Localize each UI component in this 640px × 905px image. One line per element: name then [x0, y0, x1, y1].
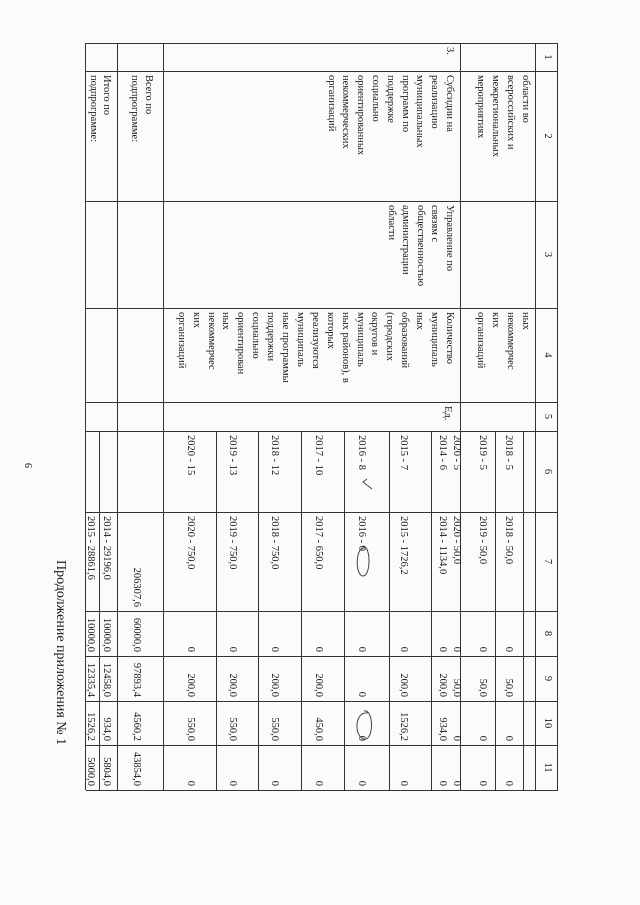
- r2-indicator: социально: [250, 312, 262, 359]
- header-col-11: 11: [542, 762, 553, 773]
- r2-c8: 0: [269, 646, 280, 652]
- r1-c11: 0: [503, 780, 514, 786]
- r1-c8: 0: [451, 646, 462, 652]
- hand-circle-icon: [352, 705, 376, 743]
- h-rule: [258, 431, 259, 790]
- r2-c10: 550,0: [227, 717, 238, 741]
- header-col-7: 7: [542, 558, 553, 565]
- r2-c9: 200,0: [185, 673, 196, 697]
- r3-c7: 206307,6: [131, 567, 142, 607]
- r2-indicator: ких: [190, 312, 202, 328]
- r2-executor: Управление по: [444, 205, 455, 272]
- r2-executor: связям с: [429, 205, 441, 243]
- r3-c10: 4560,2: [131, 712, 142, 741]
- r2-c9: 200,0: [227, 673, 238, 697]
- r2-c9: 200,0: [269, 673, 280, 697]
- r2-indicator: ных: [220, 312, 232, 330]
- r2-c11: 0: [185, 780, 196, 786]
- r3-label: Всего по: [143, 75, 154, 115]
- r1-c8: 0: [503, 646, 514, 652]
- v-rule: [86, 512, 558, 513]
- r2-c11: 0: [398, 780, 409, 786]
- r2-c9: 0: [356, 691, 367, 697]
- r4-label: подпрограмме:: [88, 75, 99, 143]
- r4-c11: 5000,0: [85, 757, 96, 786]
- r2-c6: 2019 - 13: [227, 435, 238, 476]
- r2-c9: 200,0: [313, 673, 324, 697]
- r2-c11: 0: [269, 780, 280, 786]
- r1-description: всероссийских и: [505, 75, 516, 150]
- header-col-6: 6: [542, 468, 553, 475]
- r2-executor: общественностью: [415, 205, 426, 287]
- r2-c8: 0: [227, 646, 238, 652]
- r4-c8: 10000,0: [101, 617, 112, 652]
- v-rule: [86, 201, 558, 202]
- r2-c6: 2015 - 7: [398, 435, 409, 470]
- r2-indicator: муниципаль: [354, 312, 366, 367]
- r2-c6: 2018 - 12: [269, 435, 280, 476]
- r2-indicator: организаций: [175, 312, 187, 369]
- v-rule: [86, 43, 558, 44]
- h-rule: [495, 431, 496, 790]
- r1-c9: 50,0: [451, 678, 462, 697]
- r2-indicator: муниципаль: [429, 312, 441, 367]
- h-rule: [535, 43, 536, 790]
- r2-c6: 2017 - 10: [313, 435, 324, 476]
- h-rule: [344, 431, 345, 790]
- r2-c8: 0: [398, 646, 409, 652]
- r2-description: социально: [370, 75, 381, 122]
- r1-indicator: организаций: [475, 312, 486, 369]
- h-rule: [301, 431, 302, 790]
- page-number: 9: [24, 463, 35, 468]
- r4-label: Итого по: [101, 75, 112, 116]
- r2-c9: 200,0: [437, 673, 448, 697]
- r2-executor: администрации: [400, 205, 412, 275]
- r4-c9: 12335,4: [85, 662, 96, 697]
- r4-c11: 5804,0: [101, 757, 112, 786]
- r2-c7: 2016 - 0: [356, 516, 367, 551]
- r2-description: поддержке: [384, 75, 396, 123]
- header-col-1: 1: [542, 54, 553, 60]
- header-col-3: 3: [542, 251, 553, 258]
- r2-indicator: реализуются: [309, 312, 321, 369]
- r2-c9: 200,0: [398, 673, 409, 697]
- r2-c7: 2014 - 1134,0: [437, 516, 448, 575]
- r3-label: подпрограмме:: [129, 75, 140, 143]
- h-rule: [117, 43, 118, 790]
- appendix-caption: Продолжение приложения № 1: [53, 560, 68, 746]
- r1-indicator: ных: [520, 312, 531, 330]
- r2-indicator: поддержки: [265, 312, 277, 362]
- v-rule: [86, 71, 558, 72]
- r3-c8: 60000,0: [131, 617, 142, 652]
- r1-c6: 2020 - 5: [451, 435, 462, 470]
- r1-c6: 2019 - 5: [477, 435, 488, 470]
- r1-c11: 0: [451, 780, 462, 786]
- r2-c6: 2016 - 8: [356, 435, 367, 470]
- r1-c9: 50,0: [503, 678, 514, 697]
- r2-indicator: которых: [324, 312, 336, 349]
- r2-c7: 2015 - 1726,2: [398, 516, 409, 575]
- r2-indicator: округов и: [369, 312, 381, 356]
- r2-c8: 0: [356, 646, 367, 652]
- header-col-9: 9: [542, 675, 553, 682]
- r1-c9: 50,0: [477, 678, 488, 697]
- r1-indicator: ких: [490, 312, 501, 328]
- r4-c10: 1526,2: [85, 712, 96, 741]
- r2-c10: 0: [356, 735, 367, 741]
- r2-indicator: образований: [399, 312, 411, 369]
- h-rule: [431, 431, 432, 790]
- r2-c7: 2020 - 750,0: [185, 516, 196, 570]
- r1-c11: 0: [477, 780, 488, 786]
- h-rule: [216, 431, 217, 790]
- v-rule: [86, 308, 558, 309]
- r3-c11: 43854,0: [131, 751, 142, 786]
- r2-c7: 2019 - 750,0: [227, 516, 238, 570]
- r1-description: области во: [520, 75, 531, 123]
- r1-c10: 0: [477, 735, 488, 741]
- r2-c11: 0: [227, 780, 238, 786]
- r2-c10: 450,0: [313, 717, 324, 741]
- r2-c10: 550,0: [269, 717, 280, 741]
- r2-c7: 2018 - 750,0: [269, 516, 280, 570]
- v-rule: [86, 790, 558, 791]
- r1-c7: 2019 - 50,0: [477, 516, 488, 565]
- r2-c11: 0: [356, 780, 367, 786]
- r2-indicator: ных: [414, 312, 426, 330]
- r2-c8: 0: [185, 646, 196, 652]
- r2-indicator: ориентирован: [235, 312, 247, 375]
- r2-unit: Ед.: [442, 406, 453, 421]
- r1-indicator: некоммерчес: [505, 312, 516, 370]
- r1-c7: 2018 - 50,0: [503, 516, 514, 565]
- r2-description: некоммерческих: [340, 75, 352, 149]
- r1-c7: 2020 - 50,0: [451, 516, 462, 565]
- r2-description: ориентированных: [355, 75, 367, 156]
- header-col-5: 5: [542, 413, 553, 420]
- h-rule: [389, 431, 390, 790]
- r2-description: Субсидии на: [444, 75, 455, 132]
- r2-indicator: (городских: [384, 312, 396, 361]
- r4-c7: 2015 - 28861,6: [85, 516, 96, 580]
- header-col-10: 10: [542, 717, 553, 729]
- r1-c10: 0: [503, 735, 514, 741]
- header-col-2: 2: [542, 133, 553, 139]
- r1-description: мероприятиях: [475, 75, 486, 139]
- r2-c10: 550,0: [185, 717, 196, 741]
- r2-c6: 2020 - 15: [185, 435, 196, 476]
- check-mark-icon: [360, 477, 374, 491]
- h-rule: [163, 43, 164, 790]
- r2-indicator: некоммерчес: [205, 312, 217, 370]
- r2-description: организаций: [325, 75, 337, 132]
- r2-indicator: ные программы: [280, 312, 292, 383]
- h-rule: [557, 43, 558, 790]
- r1-c8: 0: [477, 646, 488, 652]
- r1-c6: 2018 - 5: [503, 435, 514, 470]
- r2-indicator: муниципаль: [295, 312, 306, 367]
- r4-c9: 12458,0: [101, 662, 112, 697]
- subprogram-table: [86, 43, 558, 856]
- header-col-4: 4: [542, 352, 553, 358]
- h-rule: [523, 431, 524, 790]
- r4-c7: 2014 - 29196,0: [101, 516, 112, 580]
- r4-c10: 934,0: [101, 717, 112, 741]
- hand-circle-icon: [353, 542, 373, 580]
- r3-c9: 97893,4: [131, 662, 142, 697]
- r2-c10: 934,0: [437, 717, 448, 741]
- r2-c10: 1526,2: [398, 712, 409, 741]
- r2-description: программ по: [399, 75, 411, 133]
- r1-description: межрегиональных: [490, 75, 501, 157]
- r2-indicator: ных районов), в: [339, 312, 351, 383]
- r2-c7: 2017 - 650,0: [313, 516, 324, 570]
- v-rule: [86, 431, 558, 432]
- header-col-8: 8: [542, 630, 553, 637]
- r1-c10: 0: [451, 735, 462, 741]
- r4-c8: 10000,0: [85, 617, 96, 652]
- r2-c8: 0: [313, 646, 324, 652]
- r2-description: муниципальных: [414, 75, 426, 148]
- r2-number: 3.: [444, 47, 455, 55]
- r2-c8: 0: [437, 646, 448, 652]
- r2-c11: 0: [313, 780, 324, 786]
- r2-c11: 0: [437, 780, 448, 786]
- r2-executor: области: [386, 205, 397, 241]
- r2-indicator: Количество: [444, 312, 455, 365]
- v-rule: [86, 402, 558, 403]
- r2-c6: 2014 - 6: [437, 435, 448, 470]
- r2-description: реализацию: [429, 75, 441, 129]
